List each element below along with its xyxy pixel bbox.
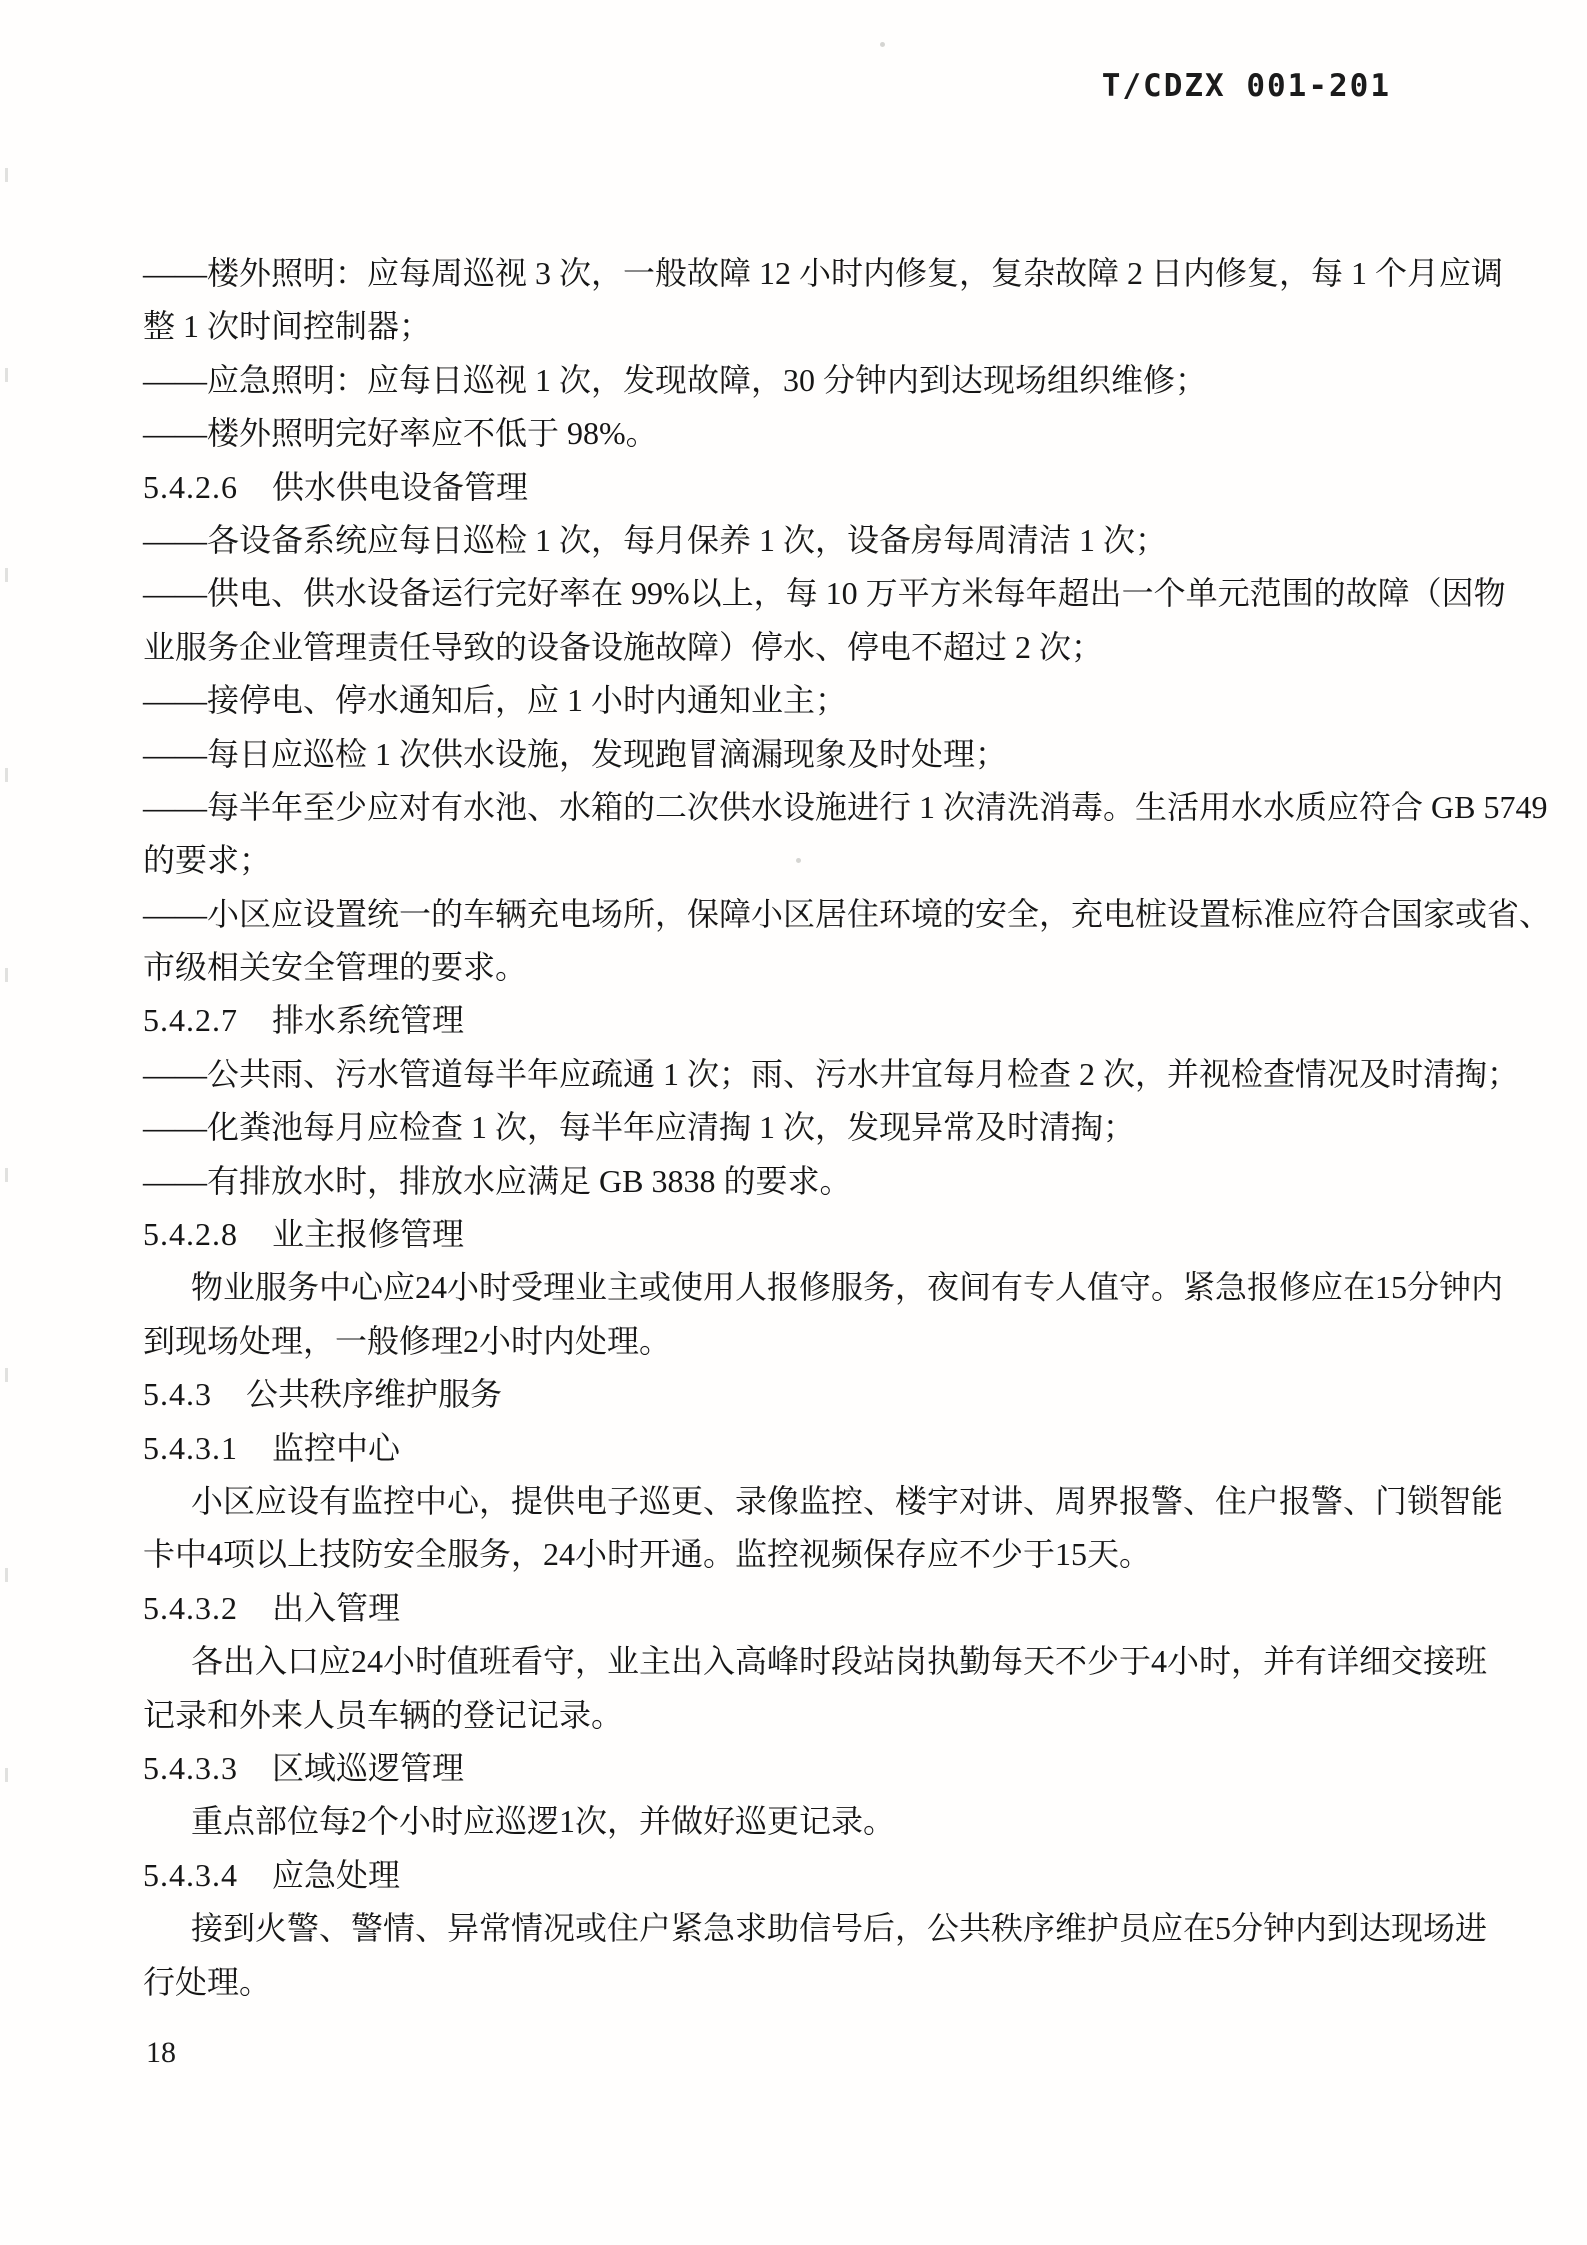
section-number: 5.4.3.3 <box>143 1749 238 1786</box>
scan-artifact <box>5 1368 8 1382</box>
text-line: 接到火警、警情、异常情况或住户紧急求助信号后，公共秩序维护员应在5分钟内到达现场进 <box>191 1910 1488 1947</box>
section-title: 排水系统管理 <box>272 1002 465 1039</box>
section-number: 5.4.2.6 <box>143 468 238 505</box>
section-title: 出入管理 <box>272 1589 401 1626</box>
standard-code: T/CDZX 001-201 <box>1101 68 1391 104</box>
section-heading <box>143 994 1497 1047</box>
text-line: ——每半年至少应对有水池、水箱的二次供水设施进行 1 次清洗消毒。生活用水水质应符合 GB 5749 <box>143 788 1548 825</box>
section-number: 5.4.3.1 <box>143 1429 238 1466</box>
document-body <box>143 247 1552 2009</box>
scan-artifact <box>5 968 8 982</box>
section-title: 业主报修管理 <box>272 1216 465 1253</box>
text-line: 物业服务中心应24小时受理业主或使用人报修服务，夜间有专人值守。紧急报修应在15分钟内 <box>191 1269 1504 1306</box>
scan-artifact <box>5 568 8 582</box>
section-number: 5.4.3.4 <box>143 1856 238 1893</box>
page-number: 18 <box>146 2036 176 2069</box>
section-number: 5.4.2.7 <box>143 1002 238 1039</box>
text-line: 的要求； <box>143 842 272 879</box>
scan-artifact <box>5 168 8 182</box>
text-line: 小区应设有监控中心，提供电子巡更、录像监控、楼宇对讲、周界报警、住户报警、门锁智能 <box>191 1482 1504 1519</box>
scan-artifact <box>5 1568 8 1582</box>
section-heading <box>143 1422 1497 1475</box>
scan-artifact <box>5 1768 8 1782</box>
text-line: ——楼外照明完好率应不低于 98%。 <box>143 415 658 452</box>
text-line: ——供电、供水设备运行完好率在 99%以上，每 10 万平方米每年超出一个单元范围的故障（因物 <box>143 575 1506 612</box>
section-number: 5.4.2.8 <box>143 1216 238 1253</box>
text-line: 市级相关安全管理的要求。 <box>143 949 528 986</box>
text-line: ——各设备系统应每日巡检 1 次，每月保养 1 次，设备房每周清洁 1 次； <box>143 521 1168 558</box>
section-title: 区域巡逻管理 <box>272 1749 465 1786</box>
text-line: 业服务企业管理责任导致的设备设施故障）停水、停电不超过 2 次； <box>143 628 1104 665</box>
text-line: ——化粪池每月应检查 1 次，每半年应清掏 1 次，发现异常及时清掏； <box>143 1109 1136 1146</box>
section-heading <box>143 1582 1497 1635</box>
section-heading <box>143 461 1497 514</box>
section-heading <box>143 1208 1497 1261</box>
text-line: ——公共雨、污水管道每半年应疏通 1 次；雨、污水井宜每月检查 2 次，并视检查情况及时清掏； <box>143 1055 1520 1092</box>
section-heading <box>143 1742 1497 1795</box>
section-number: 5.4.3.2 <box>143 1589 238 1626</box>
section-number: 5.4.3 <box>143 1376 212 1413</box>
text-line: 各出入口应24小时值班看守，业主出入高峰时段站岗执勤每天不少于4小时，并有详细交接班 <box>191 1643 1488 1680</box>
section-title: 应急处理 <box>272 1856 401 1893</box>
text-line: 重点部位每2个小时应巡逻1次，并做好巡更记录。 <box>191 1803 896 1840</box>
scan-artifact <box>5 768 8 782</box>
section-title: 公共秩序维护服务 <box>246 1376 503 1413</box>
section-title: 供水供电设备管理 <box>272 468 529 505</box>
scan-artifact <box>5 1168 8 1182</box>
section-title: 监控中心 <box>272 1429 401 1466</box>
text-line: 行处理。 <box>143 1963 272 2000</box>
text-line: 卡中4项以上技防安全服务，24小时开通。监控视频保存应不少于15天。 <box>143 1536 1152 1573</box>
scan-artifact <box>5 368 8 382</box>
text-line: 到现场处理，一般修理2小时内处理。 <box>143 1322 672 1359</box>
text-line: ——应急照明：应每日巡视 1 次，发现故障，30 分钟内到达现场组织维修； <box>143 361 1208 398</box>
text-line: ——有排放水时，排放水应满足 GB 3838 的要求。 <box>143 1162 852 1199</box>
text-line: 整 1 次时间控制器； <box>143 308 432 345</box>
scan-artifact <box>796 858 801 863</box>
scan-artifact <box>880 42 885 47</box>
text-line: ——接停电、停水通知后，应 1 小时内通知业主； <box>143 682 848 719</box>
section-heading <box>143 1368 1497 1421</box>
text-line: ——楼外照明：应每周巡视 3 次，一般故障 12 小时内修复，复杂故障 2 日内修复，每 1 个月应调 <box>143 255 1504 291</box>
section-heading <box>143 1849 1497 1902</box>
text-line: 记录和外来人员车辆的登记记录。 <box>143 1696 624 1733</box>
text-line: ——每日应巡检 1 次供水设施，发现跑冒滴漏现象及时处理； <box>143 735 1008 772</box>
text-line: ——小区应设置统一的车辆充电场所，保障小区居住环境的安全，充电桩设置标准应符合国家或省、 <box>143 895 1552 932</box>
